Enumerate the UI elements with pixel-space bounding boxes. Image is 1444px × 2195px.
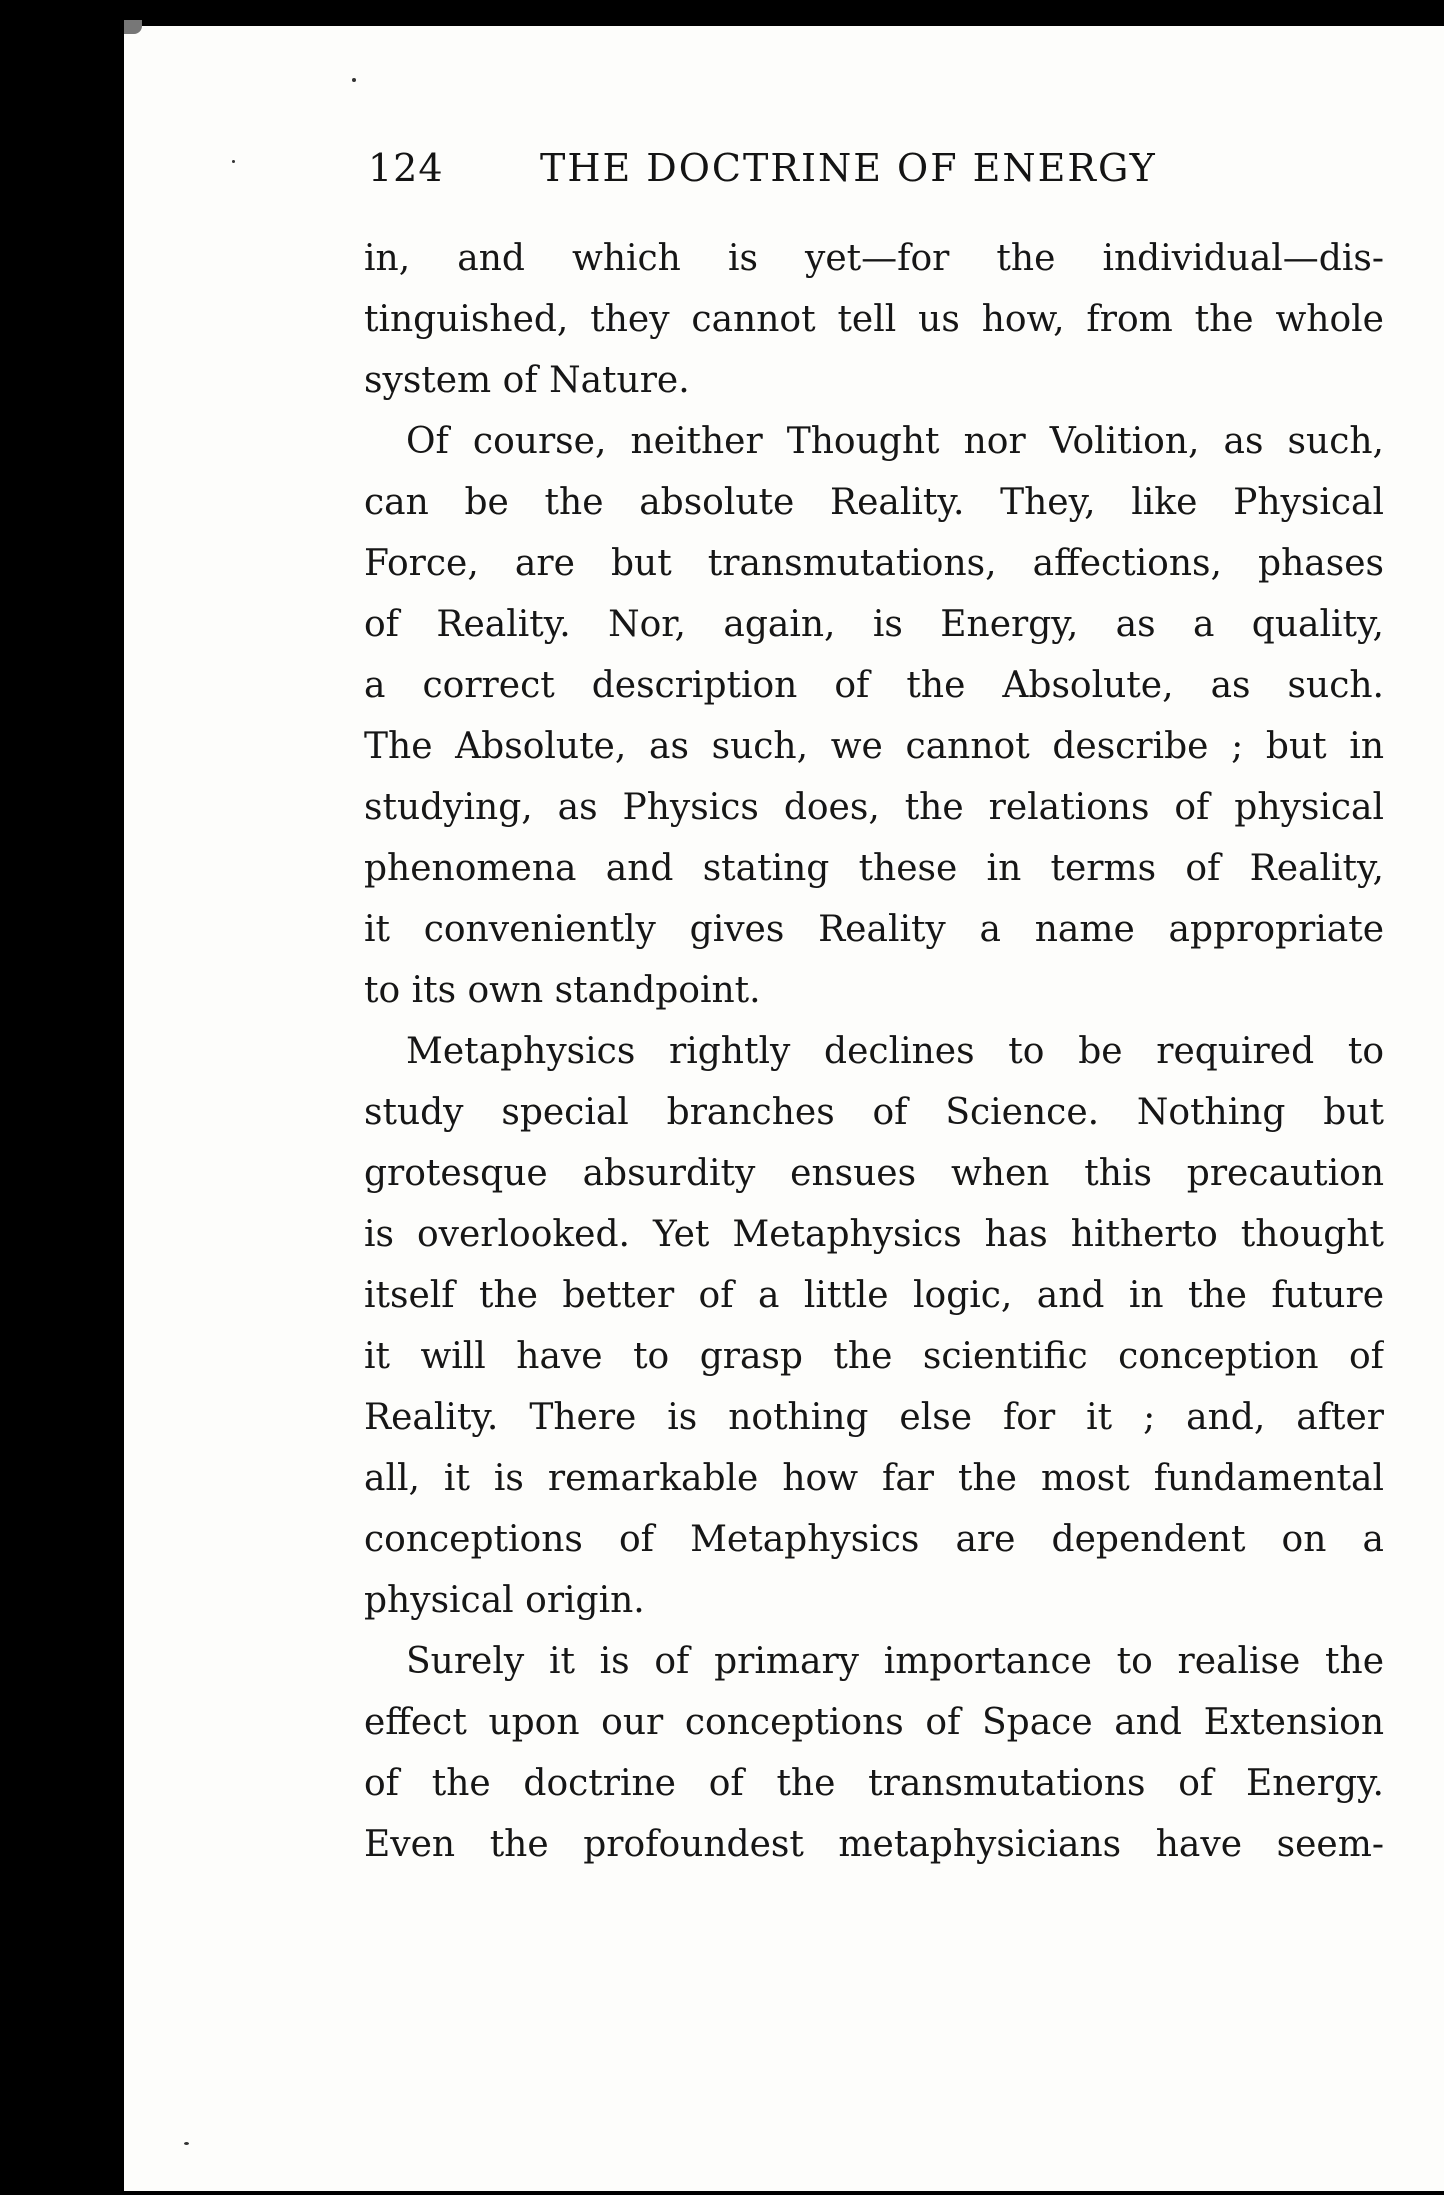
text-line: tinguished, they cannot tell us how, from the whole (364, 299, 1384, 340)
text-line: The Absolute, as such, we cannot describe ; but in (364, 726, 1384, 767)
page-number: 124 (368, 146, 444, 190)
text-line: Even the profoundest metaphysicians have seem- (364, 1824, 1384, 1865)
text-line: effect upon our conceptions of Space and Extension (364, 1702, 1384, 1743)
running-header (368, 146, 1388, 196)
text-line: Reality. There is nothing else for it ; and, after (364, 1397, 1384, 1438)
scan-speck (184, 2142, 189, 2145)
text-line: all, it is remarkable how far the most fundamental (364, 1458, 1384, 1499)
text-line: study special branches of Science. Nothing but (364, 1092, 1384, 1133)
paragraph-first-line: Surely it is of primary importance to realise the (406, 1641, 1384, 1682)
text-line: itself the better of a little logic, and in the future (364, 1275, 1384, 1316)
text-line: is overlooked. Yet Metaphysics has hitherto thought (364, 1214, 1384, 1255)
text-line: conceptions of Metaphysics are dependent on a (364, 1519, 1384, 1560)
scan-speck (352, 78, 356, 82)
body-text (364, 228, 1384, 1875)
running-title: THE DOCTRINE OF ENERGY (540, 146, 1157, 190)
text-line: it conveniently gives Reality a name appropriate (364, 909, 1384, 950)
text-line: it will have to grasp the scientific conception of (364, 1336, 1384, 1377)
text-line: studying, as Physics does, the relations of physical (364, 787, 1384, 828)
scan-speck (232, 160, 235, 163)
text-line: of Reality. Nor, again, is Energy, as a quality, (364, 604, 1384, 645)
text-line: phenomena and stating these in terms of Reality, (364, 848, 1384, 889)
text-line: system of Nature. (364, 360, 690, 401)
text-line: to its own standpoint. (364, 970, 761, 1011)
text-line: in, and which is yet—for the individual—dis- (364, 238, 1384, 279)
text-line: grotesque absurdity ensues when this precaution (364, 1153, 1384, 1194)
page-corner-mark (124, 20, 142, 34)
text-line: can be the absolute Reality. They, like Physical (364, 482, 1384, 523)
paragraph-first-line: Metaphysics rightly declines to be required to (406, 1031, 1384, 1072)
paragraph-first-line: Of course, neither Thought nor Volition, as such, (406, 421, 1384, 462)
text-line: physical origin. (364, 1580, 645, 1621)
text-line: Force, are but transmutations, affections, phases (364, 543, 1384, 584)
text-line: a correct description of the Absolute, as such. (364, 665, 1384, 706)
text-line: of the doctrine of the transmutations of Energy. (364, 1763, 1384, 1804)
